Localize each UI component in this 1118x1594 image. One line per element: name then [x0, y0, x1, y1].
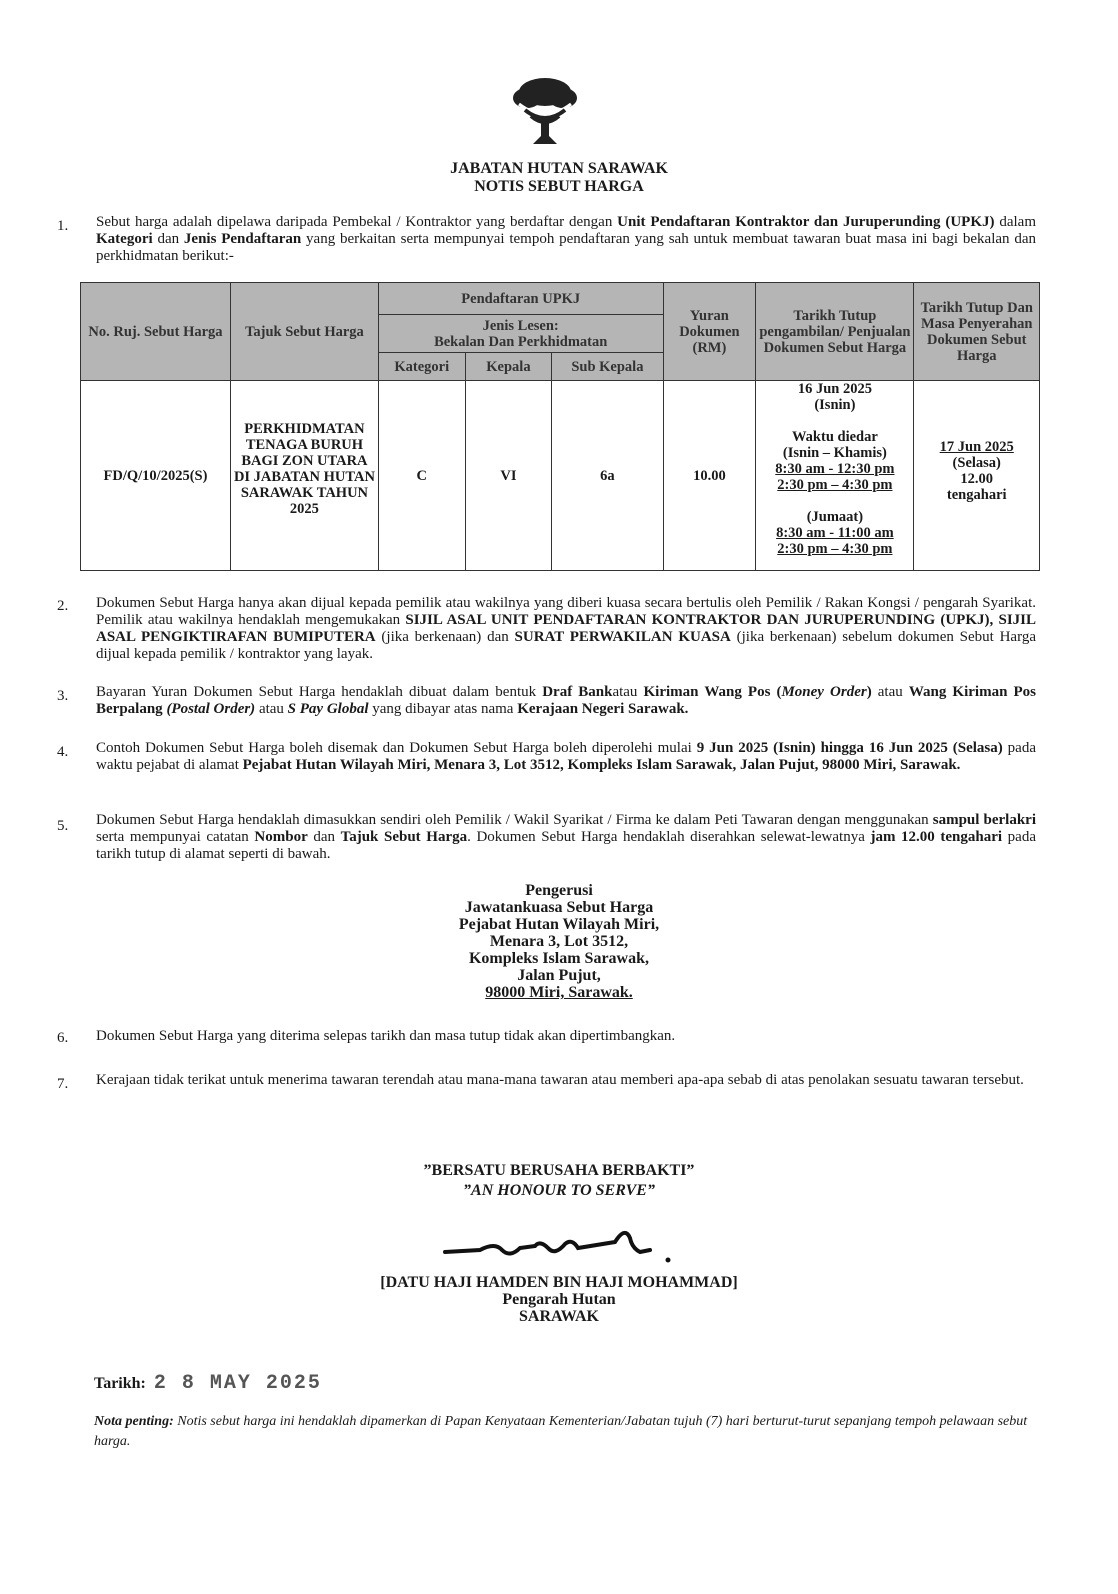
cell-yuran: 10.00: [663, 381, 756, 571]
para-1-number: 1.: [57, 218, 69, 234]
para-4: Contoh Dokumen Sebut Harga boleh disemak dan Dokumen Sebut Harga boleh diperolehi mulai 9 Jun 2025 (Isnin) hingga 16 Jun 2025 (Selasa) pada waktu pejabat di alamat Pejabat Hutan Wilayah Miri, Menara 3, Lot 3512, Kompleks Islam Sarawak, Jalan Pujut, 98000 Miri, Sarawak.: [96, 740, 1036, 773]
para-6-number: 6.: [57, 1030, 69, 1046]
jabatan-hutan-logo: [505, 72, 585, 152]
cell-tarikh-serah: 17 Jun 2025 (Selasa) 12.00 tengahari: [914, 381, 1040, 571]
para-5-number: 5.: [57, 818, 69, 834]
th-tarikh-jual: Tarikh Tutup pengambilan/ Penjualan Dokumen Sebut Harga: [756, 283, 914, 381]
cell-tarikh-jual: 16 Jun 2025 (Isnin) Waktu diedar (Isnin – Khamis) 8:30 am - 12:30 pm 2:30 pm – 4:30 pm (Jumaat) 8:30 am - 11:00 am 2:30 pm – 4:30 pm: [756, 381, 914, 571]
para-2: Dokumen Sebut Harga hanya akan dijual kepada pemilik atau wakilnya yang diberi kuasa secara bertulis oleh Pemilik / Rakan Kongsi / pengarah Syarikat. Pemilik atau wakilnya hendaklah mengemukakan SIJIL ASAL UNIT PENDAFTARAN KONTRAKTOR DAN JURUPERUNDING (UPKJ), SIJIL ASAL PENGIKTIRAFAN BUMIPUTERA (jika berkenaan) dan SURAT PERWAKILAN KUASA (jika berkenaan) sebelum dokumen Sebut Harga dijual kepada pemilik / kontraktor yang layak.: [96, 595, 1036, 662]
org-name: JABATAN HUTAN SARAWAK: [450, 160, 668, 177]
th-no-ruj: No. Ruj. Sebut Harga: [81, 283, 231, 381]
para-3-number: 3.: [57, 688, 69, 704]
th-sub-kepala: Sub Kepala: [552, 353, 663, 381]
signatory-block: [DATU HAJI HAMDEN BIN HAJI MOHAMMAD] Pengarah Hutan SARAWAK: [380, 1274, 738, 1325]
cell-no-ruj: FD/Q/10/2025(S): [81, 381, 231, 571]
address-block: Pengerusi Jawatankuasa Sebut Harga Pejabat Hutan Wilayah Miri, Menara 3, Lot 3512, Kompleks Islam Sarawak, Jalan Pujut, 98000 Miri, Sarawak.: [458, 882, 660, 1001]
motto-english: ”AN HONOUR TO SERVE”: [463, 1182, 655, 1199]
para-7-number: 7.: [57, 1076, 69, 1092]
para-1: Sebut harga adalah dipelawa daripada Pembekal / Kontraktor yang berdaftar dengan Unit Pendaftaran Kontraktor dan Juruperunding (UPKJ) dalam Kategori dan Jenis Pendaftaran yang berkaitan serta mempunyai tempoh pendaftaran yang sah untuk membuat tawaran buat masa ini bagi bekalan dan perkhidmatan berikut:-: [96, 214, 1036, 264]
para-3: Bayaran Yuran Dokumen Sebut Harga hendaklah dibuat dalam bentuk Draf Bankatau Kiriman Wang Pos (Money Order) atau Wang Kiriman Pos Berpalang (Postal Order) atau S Pay Global yang dibayar atas nama Kerajaan Negeri Sarawak.: [96, 684, 1036, 717]
date-stamp: 2 8 MAY 2025: [153, 1372, 322, 1395]
para-2-number: 2.: [57, 598, 69, 614]
cell-kepala: VI: [465, 381, 552, 571]
cell-sub-kepala: 6a: [552, 381, 663, 571]
th-jenis-lesen: Jenis Lesen: Bekalan Dan Perkhidmatan: [378, 315, 663, 353]
th-yuran: Yuran Dokumen (RM): [663, 283, 756, 381]
cell-tajuk: PERKHIDMATAN TENAGA BURUH BAGI ZON UTARA DI JABATAN HUTAN SARAWAK TAHUN 2025: [230, 381, 378, 571]
cell-kategori: C: [378, 381, 465, 571]
th-kategori: Kategori: [378, 353, 465, 381]
th-tarikh-serah: Tarikh Tutup Dan Masa Penyerahan Dokumen Sebut Harga: [914, 283, 1040, 381]
th-pendaftaran: Pendaftaran UPKJ: [378, 283, 663, 315]
para-6: Dokumen Sebut Harga yang diterima selepas tarikh dan masa tutup tidak akan dipertimbangkan.: [96, 1028, 676, 1044]
date-line: Tarikh: 2 8 MAY 2025: [94, 1372, 322, 1395]
notice-title: NOTIS SEBUT HARGA: [474, 178, 644, 195]
signature: [440, 1220, 680, 1270]
th-tajuk: Tajuk Sebut Harga: [230, 283, 378, 381]
nota-penting: Nota penting: Notis sebut harga ini hendaklah dipamerkan di Papan Kenyataan Kementerian/Jabatan tujuh (7) hari berturut-turut sepanjang tempoh pelawaan sebut harga.: [94, 1414, 1028, 1449]
quotation-table: [80, 282, 1040, 571]
para-5: Dokumen Sebut Harga hendaklah dimasukkan sendiri oleh Pemilik / Wakil Syarikat / Firma ke dalam Peti Tawaran dengan menggunakan sampul berlakri serta mempunyai catatan Nombor dan Tajuk Sebut Harga. Dokumen Sebut Harga hendaklah diserahkan selewat-lewatnya jam 12.00 tengahari pada tarikh tutup di alamat seperti di bawah.: [96, 812, 1036, 862]
motto-malay: ”BERSATU BERUSAHA BERBAKTI”: [423, 1162, 695, 1179]
para-4-number: 4.: [57, 744, 69, 760]
th-kepala: Kepala: [465, 353, 552, 381]
para-7: Kerajaan tidak terikat untuk menerima tawaran terendah atau mana-mana tawaran atau memberi apa-apa sebab di atas penolakan sesuatu tawaran tersebut.: [96, 1072, 1024, 1088]
